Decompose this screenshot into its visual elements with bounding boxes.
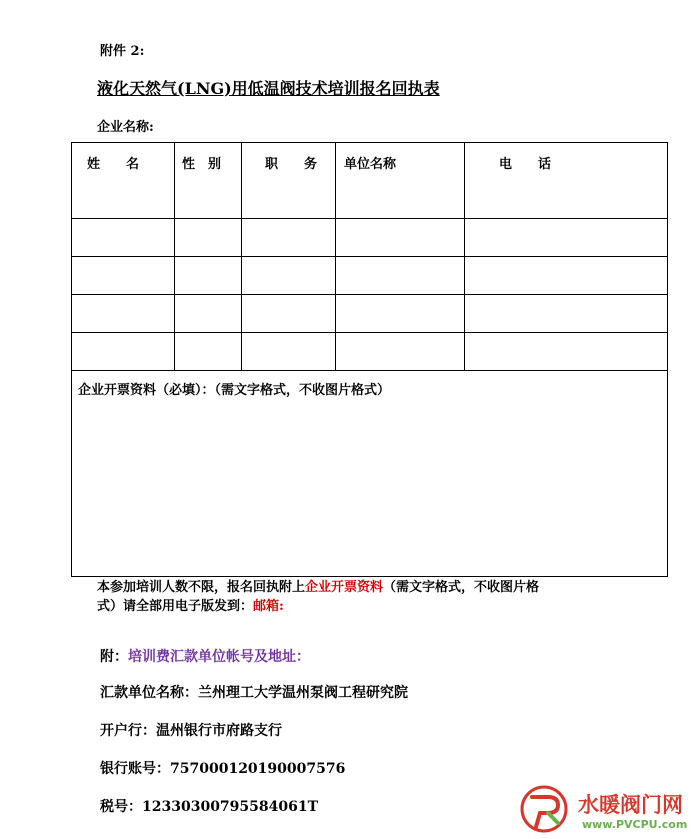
phone-cell[interactable] xyxy=(465,219,668,257)
header-cell-position xyxy=(242,143,336,219)
payee-line: 汇款单位名称：兰州理工大学温州泵阀工程研究院 xyxy=(100,685,408,701)
appendix-heading xyxy=(100,646,310,666)
invoice-info-row xyxy=(72,371,668,577)
form-title: 液化天然气(LNG)用低温阀技术培训报名回执表 xyxy=(97,79,440,98)
table-row xyxy=(72,219,668,257)
account-line: 银行账号：757000120190007576 xyxy=(100,761,346,777)
watermark-site-name: 水暖阀门网 xyxy=(578,793,683,817)
header-cell-gender xyxy=(175,143,242,219)
header-cell-name xyxy=(72,143,175,219)
unit-cell[interactable] xyxy=(336,257,465,295)
unit-cell[interactable] xyxy=(336,333,465,371)
unit-cell[interactable] xyxy=(336,219,465,257)
header-name: 姓 名 xyxy=(87,157,140,172)
submission-note-line1 xyxy=(97,578,539,597)
appendix-prefix: 附： xyxy=(100,649,128,665)
registration-table xyxy=(71,142,668,577)
unit-cell[interactable] xyxy=(336,295,465,333)
invoice-info-cell[interactable] xyxy=(72,371,668,577)
name-cell[interactable] xyxy=(72,295,175,333)
note-invoice-highlight: 企业开票资料 xyxy=(305,580,384,595)
position-cell[interactable] xyxy=(242,219,336,257)
table-header-row xyxy=(72,143,668,219)
watermark-site-url: www.PVCPU.com xyxy=(582,818,688,831)
appendix-title: 培训费汇款单位帐号及地址： xyxy=(128,649,310,665)
header-unit: 单位名称 xyxy=(344,157,397,172)
note-text-2: （需文字格式，不收图片格 xyxy=(383,580,540,595)
email-label: 邮箱: xyxy=(253,599,284,614)
note-text-1: 本参加培训人数不限，报名回执附上 xyxy=(97,580,306,595)
gender-cell[interactable] xyxy=(175,295,242,333)
tax-number-line: 税号：12330300795584061T xyxy=(100,799,319,815)
position-cell[interactable] xyxy=(242,257,336,295)
header-cell-phone xyxy=(465,143,668,219)
header-cell-unit xyxy=(336,143,465,219)
phone-cell[interactable] xyxy=(465,295,668,333)
header-gender: 性 别 xyxy=(182,157,222,172)
invoice-info-label: 企业开票资料（必填）：（需文字格式，不收图片格式） xyxy=(78,383,391,398)
name-cell[interactable] xyxy=(72,333,175,371)
table-row xyxy=(72,257,668,295)
phone-cell[interactable] xyxy=(465,333,668,371)
position-cell[interactable] xyxy=(242,333,336,371)
position-cell[interactable] xyxy=(242,295,336,333)
name-cell[interactable] xyxy=(72,219,175,257)
gender-cell[interactable] xyxy=(175,219,242,257)
submission-note-line2 xyxy=(97,597,284,616)
table-row xyxy=(72,295,668,333)
note-text-3: 式）请全部用电子版发到： xyxy=(97,599,254,614)
table-row xyxy=(72,333,668,371)
name-cell[interactable] xyxy=(72,257,175,295)
phone-cell[interactable] xyxy=(465,257,668,295)
attachment-label: 附件 2: xyxy=(100,44,145,59)
bank-line: 开户行：温州银行市府路支行 xyxy=(100,723,282,739)
company-name-label: 企业名称: xyxy=(97,120,154,135)
header-position: 职 务 xyxy=(265,157,318,172)
header-phone: 电 话 xyxy=(499,157,552,172)
gender-cell[interactable] xyxy=(175,333,242,371)
gender-cell[interactable] xyxy=(175,257,242,295)
